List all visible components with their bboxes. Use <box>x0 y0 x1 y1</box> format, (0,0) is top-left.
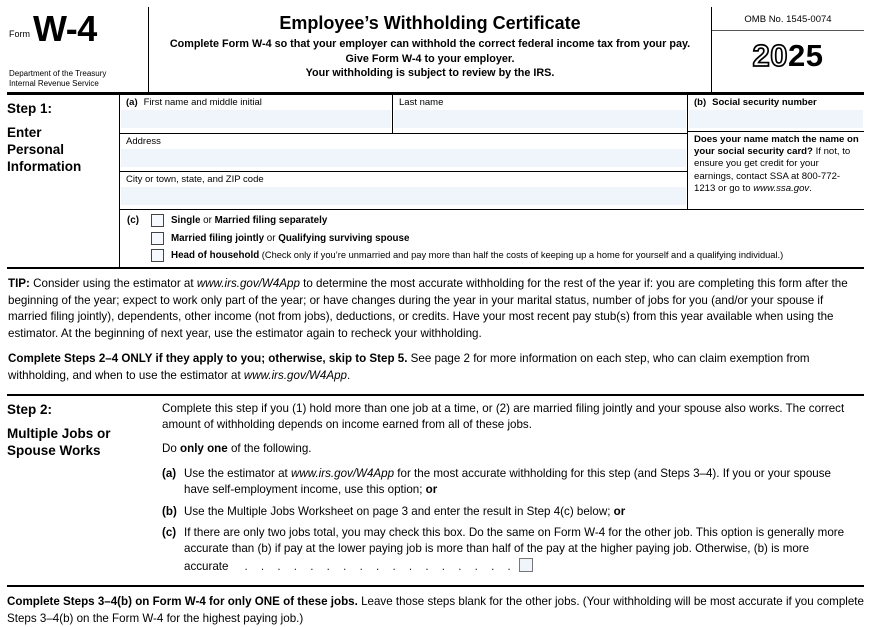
address-cell <box>120 134 687 171</box>
ssn-note-bold: Does your name match the name on your social security card? <box>694 134 859 158</box>
form-year <box>712 31 864 74</box>
steps24-bold: Complete Steps 2–4 ONLY if they apply to you; otherwise, skip to Step 5. <box>8 352 408 366</box>
ssn-input[interactable] <box>689 110 863 128</box>
estimator-url: www.irs.gov/W4App <box>243 368 347 382</box>
step2-do-only-one: Do only one of the following. <box>162 442 312 456</box>
step2-number: Step 2: <box>7 401 53 417</box>
filing-status-option-single <box>151 214 783 227</box>
tip-paragraph: TIP: Consider using the estimator at www.irs.gov/W4App to determine the most accurate withholding for the rest of the year if: you are completing this form after the beginning of the year; expect to work only part of the year; or have changes during the year in your marital status, number of jobs for you (and/or your spouse if married filing jointly), dependents, other income (not from jobs), deductions, or credits. Have your most recent pay stub(s) from this year available when using the estimator. At the beginning of next year, use the estimator again to recheck your withholding. <box>8 277 848 340</box>
form-year-bold: 25 <box>788 38 824 73</box>
single-checkbox[interactable] <box>151 214 164 227</box>
step2-item-b <box>162 504 856 520</box>
agency-line1: Department of the Treasury <box>9 69 107 78</box>
two-jobs-checkbox[interactable] <box>519 558 533 572</box>
omb-number: OMB No. 1545-0074 <box>712 7 864 31</box>
form-number: W-4 <box>33 8 97 49</box>
item-c-tag: (c) <box>162 526 177 539</box>
omb-year-block <box>711 7 864 92</box>
ssn-label: (b) Social security number <box>694 97 817 108</box>
ssa-url: www.ssa.gov <box>753 182 810 194</box>
step1-section <box>7 95 864 269</box>
step2-section <box>7 396 864 588</box>
item-a-tag: (a) <box>162 466 177 480</box>
first-name-input[interactable] <box>121 110 391 128</box>
item-b-tag: (b) <box>162 504 177 518</box>
form-header <box>7 7 864 95</box>
item-b-text: Use the Multiple Jobs Worksheet on page 3 and enter the result in Step 4(c) below; or <box>184 504 626 518</box>
form-subtitle-1: Complete Form W-4 so that your employer can withhold the correct federal income tax from your pay. <box>169 38 691 50</box>
married-jointly-checkbox[interactable] <box>151 232 164 245</box>
first-name-cell <box>120 95 393 133</box>
form-subtitle-3: Your withholding is subject to review by the IRS. <box>305 67 555 79</box>
steps24-paragraph: Complete Steps 2–4 ONLY if they apply to you; otherwise, skip to Step 5. See page 2 for more information on each step, who can claim exemption from withholding, and when to use the estimator at www.irs.gov/W4App. <box>8 352 810 382</box>
step2-body <box>162 401 864 576</box>
last-name-label: Last name <box>399 97 444 108</box>
city-cell <box>120 172 687 209</box>
city-label: City or town, state, and ZIP code <box>126 174 264 185</box>
last-name-input[interactable] <box>394 110 686 128</box>
agency-line2: Internal Revenue Service <box>9 78 99 88</box>
filing-status-option-married-jointly <box>151 232 783 245</box>
filing-status-label: Single or Married filing separately <box>171 215 328 226</box>
filing-status-option-head-of-household <box>151 249 783 262</box>
step2-title: Multiple Jobs or Spouse Works <box>7 425 111 458</box>
form-word-label: Form <box>9 29 30 39</box>
step2-intro: Complete this step if you (1) hold more than one job at a time, or (2) are married filing jointly and your spouse also works. The correct amount of withholding depends on income earned from all of these jobs. <box>162 401 845 431</box>
item-a-text: Use the estimator at www.irs.gov/W4App for the most accurate withholding for this step (and Steps 3–4). If you or your spouse have self-employment income, use this option; or <box>184 466 831 497</box>
step1-fields-block <box>119 95 864 267</box>
form-subtitle-2: Give Form W-4 to your employer. <box>345 52 515 65</box>
filing-status-label: Head of household (Check only if you’re unmarried and pay more than half the costs of keeping up a home for yourself and a qualifying individual.) <box>171 250 784 261</box>
item-c-text: If there are only two jobs total, you may check this box. Do the same on Form W-4 for the other job. This option is generally more accurate than (b) if pay at the lower paying job is more than half of the pay at the higher paying job. Otherwise, (b) is more accurate . . . . . . . . . . . . . . . . . <box>184 526 845 573</box>
city-input[interactable] <box>121 187 686 205</box>
form-title-block <box>149 7 711 92</box>
field-c-tag: (c) <box>127 215 139 226</box>
form-id-block <box>7 7 149 92</box>
step2-item-a <box>162 466 856 499</box>
dot-leader: . . . . . . . . . . . . . . . . . <box>244 559 511 573</box>
address-input[interactable] <box>121 149 686 167</box>
step1-label-block <box>7 95 119 267</box>
step1-number: Step 1: <box>7 101 53 116</box>
steps34-footer-note: Complete Steps 3–4(b) on Form W-4 for only ONE of these jobs. Leave those steps blank for the other jobs. (Your withholding will be most accurate if you complete Steps 3–4(b) on the Form W-4 for the highest paying job.) <box>7 595 864 625</box>
first-name-label: (a) First name and middle initial <box>126 97 262 108</box>
notes-block <box>7 269 864 396</box>
form-title: Employee’s Withholding Certificate <box>279 13 581 33</box>
estimator-url: www.irs.gov/W4App <box>290 466 395 480</box>
ssn-cell <box>688 95 864 132</box>
estimator-url: www.irs.gov/W4App <box>196 277 300 290</box>
ssn-column <box>687 95 864 209</box>
ssn-match-note: Does your name match the name on your social security card? If not, to ensure you get credit for your earnings, contact SSA at 800-772-1213 or go to www.ssa.gov. <box>694 134 859 194</box>
step1-title: Enter Personal Information <box>7 125 82 174</box>
footer-bold: Complete Steps 3–4(b) on Form W-4 for only ONE of these jobs. <box>7 595 358 609</box>
agency-block <box>9 69 106 88</box>
tip-label: TIP: <box>8 277 30 290</box>
form-year-outline: 20 <box>752 38 788 73</box>
field-a-tag: (a) <box>126 97 138 108</box>
step2-label-block <box>7 401 162 576</box>
field-b-tag: (b) <box>694 97 707 108</box>
step2-item-c <box>162 525 856 575</box>
filing-status-label: Married filing jointly or Qualifying surviving spouse <box>171 232 410 244</box>
last-name-cell <box>393 95 687 133</box>
ssn-note-text: If not, to ensure you get credit for your earnings, contact SSA at 800-772-1213 or go to <box>694 146 851 194</box>
w4-form-page <box>7 7 864 627</box>
address-label: Address <box>126 136 161 147</box>
head-of-household-checkbox[interactable] <box>151 249 164 262</box>
filing-status-block <box>120 210 864 267</box>
